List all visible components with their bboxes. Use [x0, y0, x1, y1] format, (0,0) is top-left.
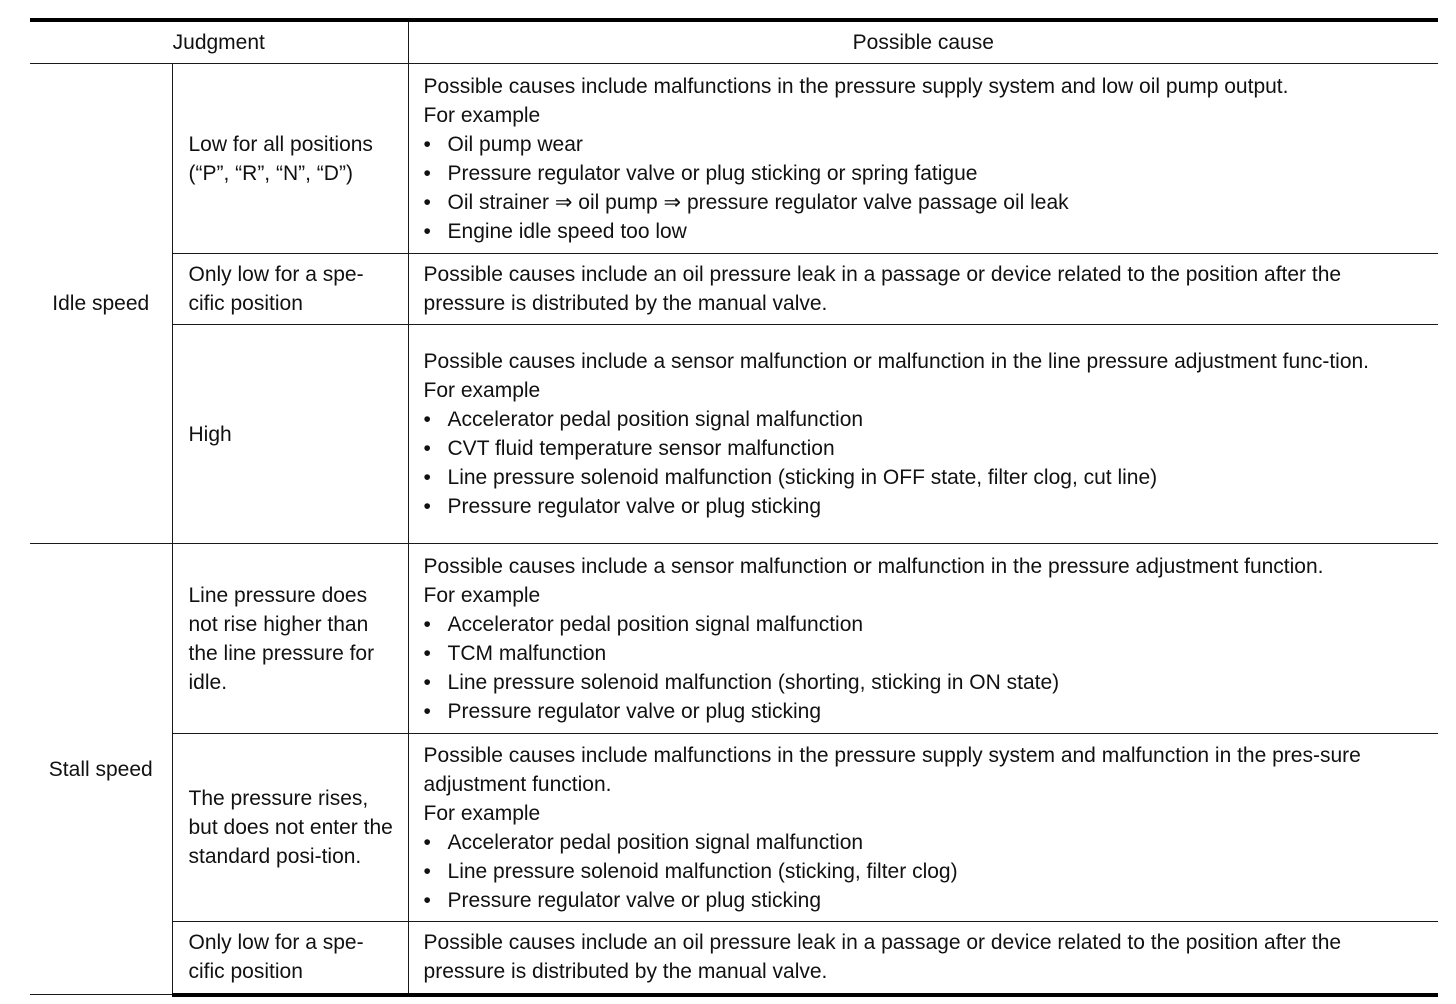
cause-cell [408, 64, 1438, 254]
judgment-cell: The pressure rises, but does not enter the standard posi-tion. [172, 734, 408, 922]
list-item: • Line pressure solenoid malfunction (sticking, filter clog) [424, 857, 1429, 886]
table-row [30, 325, 1438, 544]
list-item: • Accelerator pedal position signal malfunction [424, 405, 1429, 434]
cause-text: Possible causes include malfunctions in the pressure supply system and malfunction in the pres-sure adjustment function. [423, 743, 1361, 796]
condition-stall-speed: Stall speed [30, 544, 172, 995]
cause-text: Possible causes include an oil pressure leak in a passage or device related to the position after the pressure is distributed by the manual valve. [423, 263, 1342, 315]
list-item: • Accelerator pedal position signal malfunction [424, 610, 1429, 639]
table-row [30, 734, 1438, 922]
example-label: For example [423, 103, 541, 127]
list-item: • Pressure regulator valve or plug sticking [424, 492, 1429, 521]
header-row [30, 20, 1438, 64]
list-item: • Line pressure solenoid malfunction (sticking in OFF state, filter clog, cut line) [424, 463, 1429, 492]
judgment-cell: Low for all positions (“P”, “R”, “N”, “D”) [172, 64, 408, 254]
cause-cell [408, 544, 1438, 734]
list-item: • TCM malfunction [424, 639, 1429, 668]
cause-list [424, 130, 1429, 246]
list-item: • Oil strainer ⇒ oil pump ⇒ pressure regulator valve passage oil leak [424, 188, 1429, 217]
table-row [30, 254, 1438, 325]
condition-idle-speed: Idle speed [30, 64, 172, 544]
diagnosis-table [30, 18, 1438, 997]
cause-text: Possible causes include a sensor malfunction or malfunction in the pressure adjustment function. [423, 554, 1324, 578]
judgment-cell: Line pressure does not rise higher than the line pressure for idle. [172, 544, 408, 734]
cause-cell [408, 734, 1438, 922]
list-item: • Pressure regulator valve or plug sticking [424, 697, 1429, 726]
cause-text: Possible causes include an oil pressure leak in a passage or device related to the position after the pressure is distributed by the manual valve. [423, 931, 1342, 984]
example-label: For example [423, 583, 541, 607]
possible-cause-header: Possible cause [408, 20, 1438, 64]
judgment-cell: Only low for a spe-cific position [172, 254, 408, 325]
table-row [30, 544, 1438, 734]
judgment-cell: Only low for a spe-cific position [172, 922, 408, 995]
cause-list [424, 828, 1429, 915]
cause-list [424, 405, 1429, 521]
judgment-cell: High [172, 325, 408, 544]
list-item: • CVT fluid temperature sensor malfunction [424, 434, 1429, 463]
cause-text: Possible causes include malfunctions in the pressure supply system and low oil pump output. [423, 74, 1289, 98]
example-label: For example [423, 801, 541, 825]
cause-text: Possible causes include a sensor malfunction or malfunction in the line pressure adjustment func-tion. [423, 350, 1370, 373]
table-row [30, 64, 1438, 254]
cause-cell [408, 922, 1438, 995]
judgment-header: Judgment [30, 20, 408, 64]
list-item: • Engine idle speed too low [424, 217, 1429, 246]
list-item: • Line pressure solenoid malfunction (shorting, sticking in ON state) [424, 668, 1429, 697]
list-item: • Pressure regulator valve or plug sticking or spring fatigue [424, 159, 1429, 188]
list-item: • Accelerator pedal position signal malfunction [424, 828, 1429, 857]
cause-cell [408, 254, 1438, 325]
cause-cell [408, 325, 1438, 544]
list-item: • Oil pump wear [424, 130, 1429, 159]
example-label: For example [423, 379, 541, 402]
cause-list [424, 610, 1429, 726]
table-row [30, 922, 1438, 995]
list-item: • Pressure regulator valve or plug sticking [424, 886, 1429, 915]
